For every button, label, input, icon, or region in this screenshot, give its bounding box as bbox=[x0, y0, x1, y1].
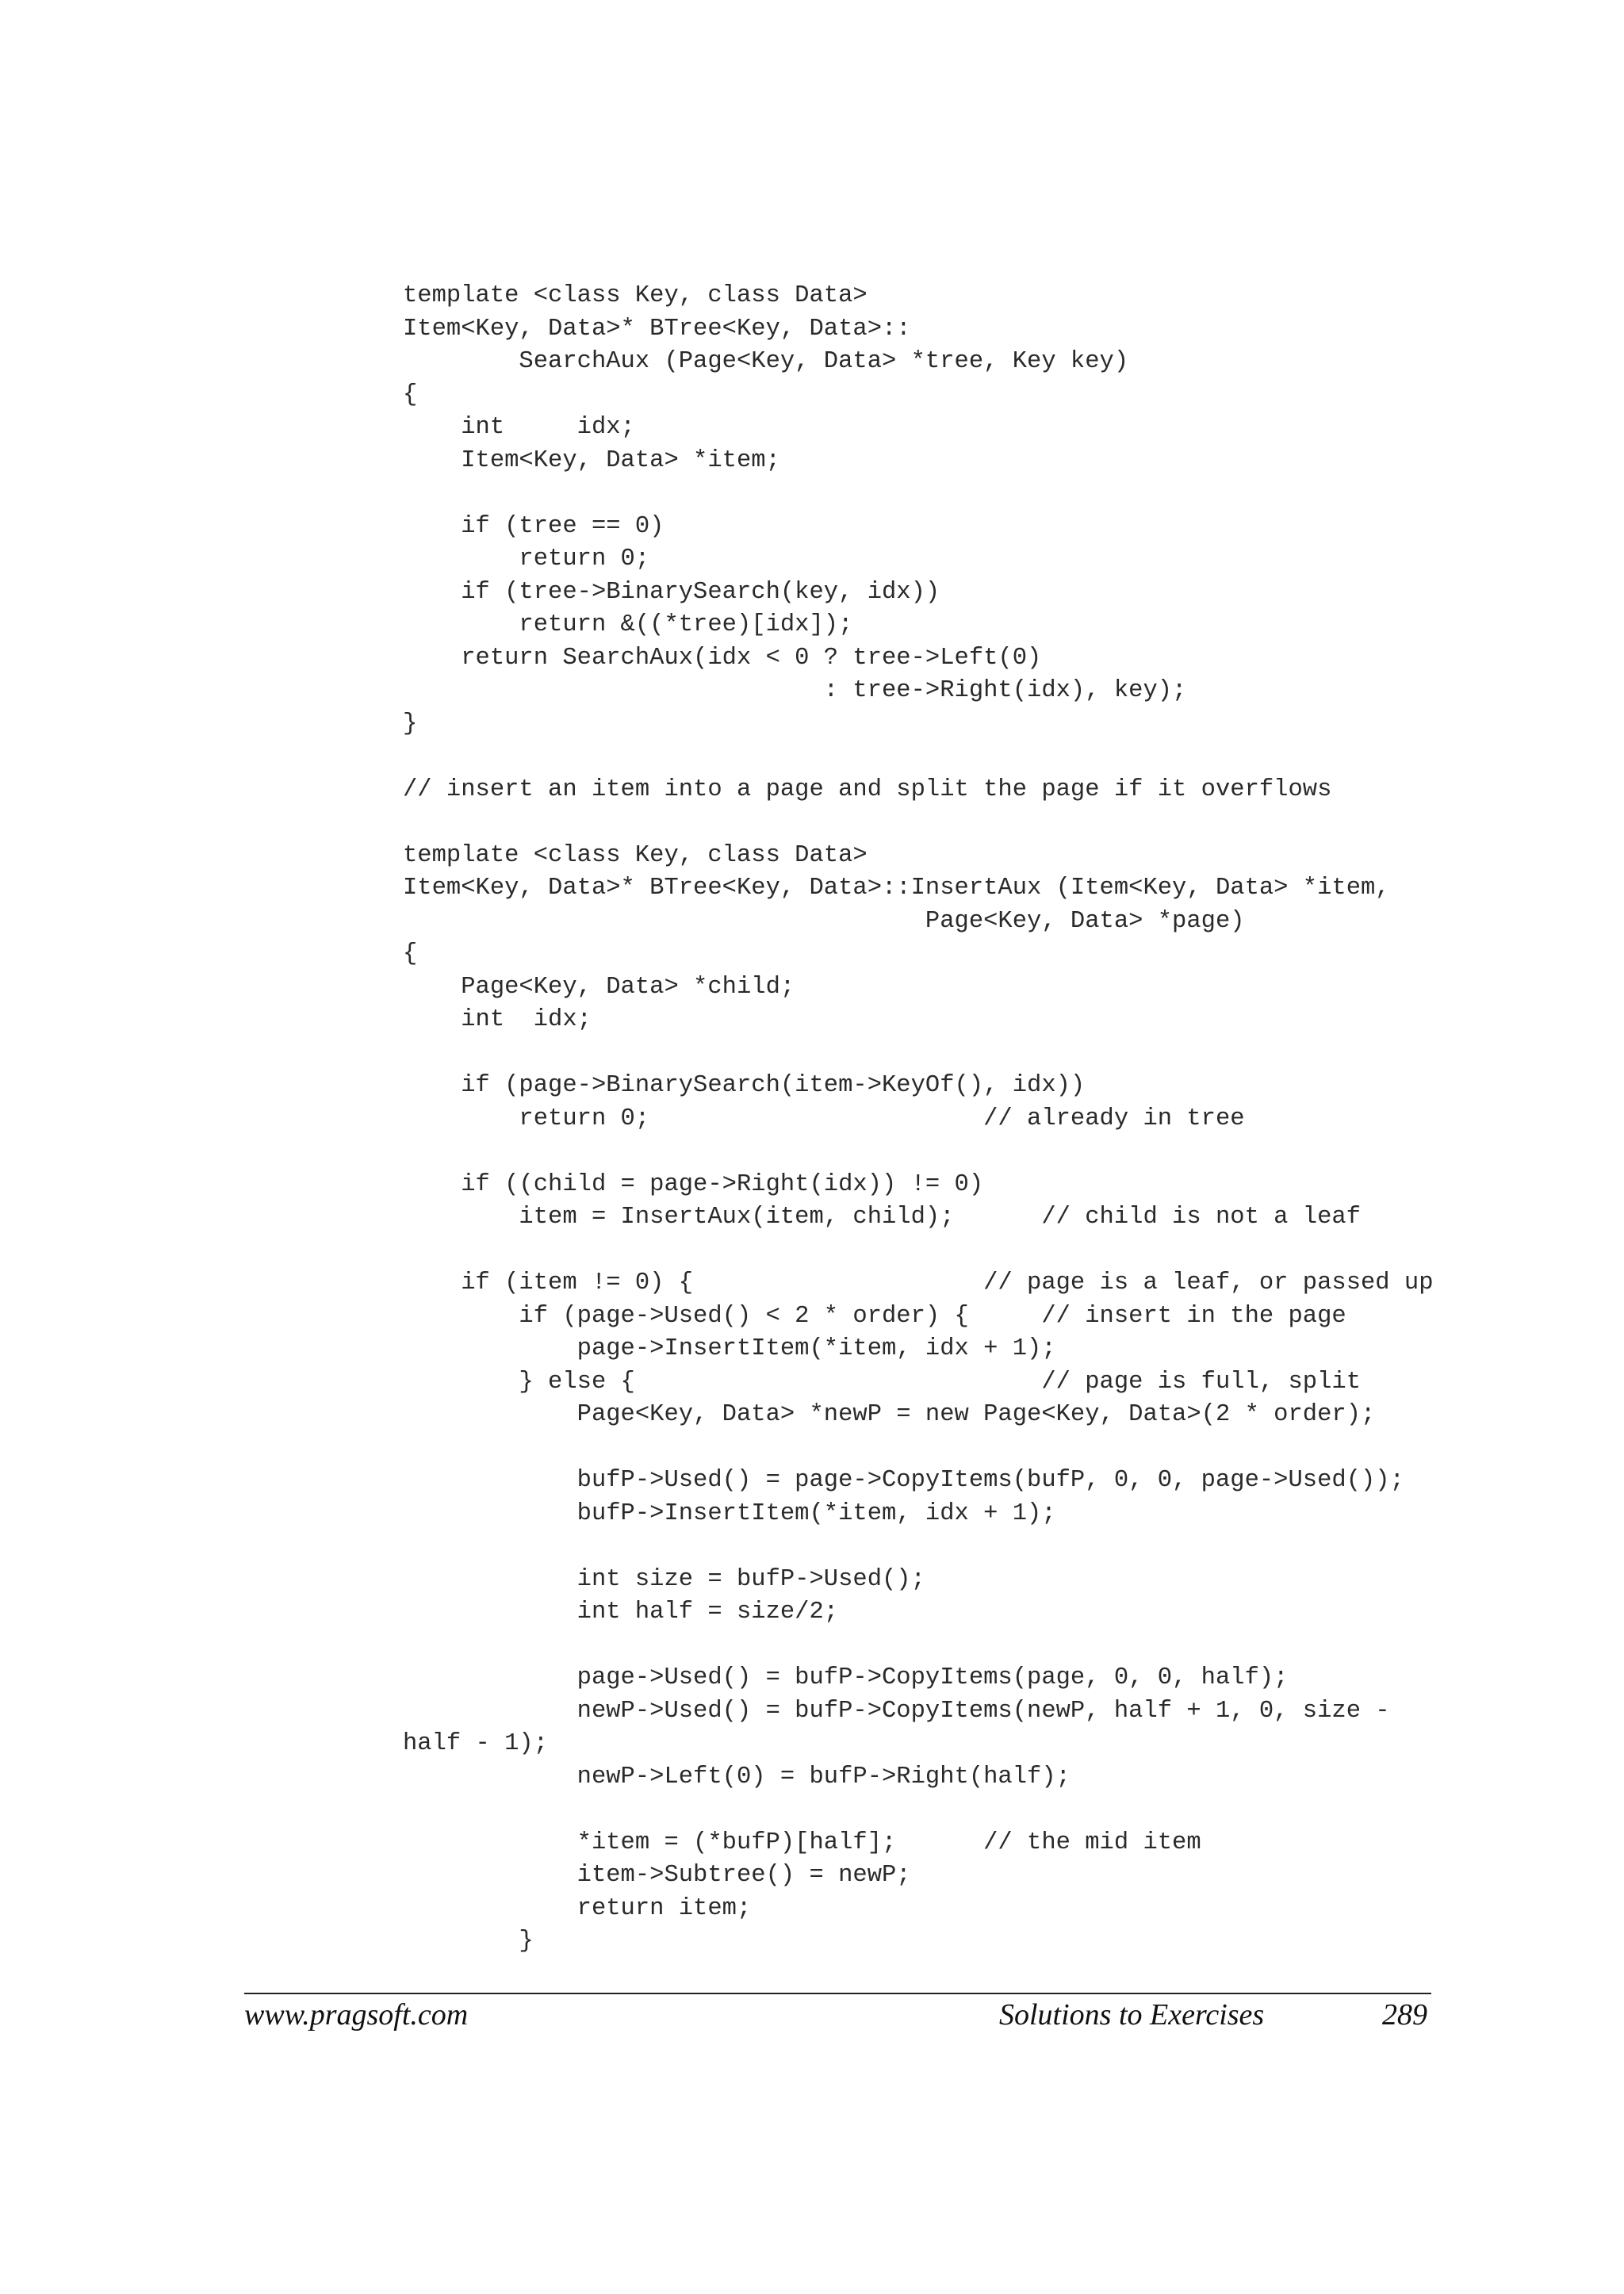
code-line: template <class Key, class Data> bbox=[403, 841, 868, 869]
code-line bbox=[403, 1794, 1529, 1827]
code-line: Page<Key, Data> *page) bbox=[403, 907, 1245, 935]
code-line: newP->Left(0) = bufP->Right(half); bbox=[403, 1763, 1071, 1790]
code-line: int size = bufP->Used(); bbox=[403, 1565, 925, 1593]
code-line bbox=[403, 806, 1529, 840]
code-line: int idx; bbox=[403, 414, 635, 441]
code-line: Item<Key, Data>* BTree<Key, Data>:: bbox=[403, 315, 911, 343]
code-line: // insert an item into a page and split the page if it overflows bbox=[403, 776, 1332, 803]
footer-website: www.pragsoft.com bbox=[244, 1998, 469, 2032]
code-line bbox=[403, 1037, 1529, 1070]
code-line: *item = (*bufP)[half]; // the mid item bbox=[403, 1829, 1201, 1856]
code-line: item->Subtree() = newP; bbox=[403, 1862, 911, 1889]
code-line: return 0; // already in tree bbox=[403, 1105, 1245, 1132]
code-line: } bbox=[403, 1928, 534, 1955]
code-line bbox=[403, 1630, 1529, 1663]
code-line: : tree->Right(idx), key); bbox=[403, 677, 1187, 704]
code-line: return item; bbox=[403, 1894, 752, 1922]
code-line bbox=[403, 741, 1529, 774]
code-line bbox=[403, 477, 1529, 511]
code-line: Page<Key, Data> *child; bbox=[403, 973, 795, 1001]
code-line: page->InsertItem(*item, idx + 1); bbox=[403, 1335, 1056, 1362]
code-line: if (tree->BinarySearch(key, idx)) bbox=[403, 578, 940, 606]
code-line bbox=[403, 1235, 1529, 1268]
code-line: Item<Key, Data> *item; bbox=[403, 446, 780, 474]
code-line bbox=[403, 1136, 1529, 1169]
code-line: return SearchAux(idx < 0 ? tree->Left(0) bbox=[403, 644, 1042, 672]
code-line: bufP->InsertItem(*item, idx + 1); bbox=[403, 1499, 1056, 1527]
code-line: if (tree == 0) bbox=[403, 512, 665, 540]
page-number: 289 bbox=[1382, 1998, 1427, 2032]
code-line: { bbox=[403, 381, 418, 408]
footer-divider bbox=[244, 1993, 1431, 1994]
code-listing bbox=[403, 280, 1529, 1959]
code-line: { bbox=[403, 940, 418, 967]
code-line: Item<Key, Data>* BTree<Key, Data>::InsertAux (Item<Key, Data> *item, bbox=[403, 875, 1390, 902]
footer-section-title: Solutions to Exercises bbox=[999, 1998, 1265, 2032]
code-line: int idx; bbox=[403, 1006, 592, 1033]
code-line: } bbox=[403, 710, 418, 737]
code-line: if (item != 0) { // page is a leaf, or passed up bbox=[403, 1270, 1434, 1296]
code-line: return 0; bbox=[403, 546, 650, 573]
code-line: int half = size/2; bbox=[403, 1599, 839, 1626]
code-line: if (page->Used() < 2 * order) { // insert in the page bbox=[403, 1302, 1346, 1330]
code-line: template <class Key, class Data> bbox=[403, 282, 868, 309]
code-line: if (page->BinarySearch(item->KeyOf(), idx)) bbox=[403, 1072, 1086, 1099]
code-line: return &((*tree)[idx]); bbox=[403, 611, 853, 638]
code-line: Page<Key, Data> *newP = new Page<Key, Data>(2 * order); bbox=[403, 1401, 1376, 1428]
code-line: bufP->Used() = page->CopyItems(bufP, 0, 0, page->Used()); bbox=[403, 1467, 1404, 1494]
code-line: } else { // page is full, split bbox=[403, 1368, 1361, 1396]
code-line bbox=[403, 1530, 1529, 1564]
code-line: page->Used() = bufP->CopyItems(page, 0, 0, half); bbox=[403, 1664, 1289, 1691]
code-line bbox=[403, 1432, 1529, 1465]
code-line: if ((child = page->Right(idx)) != 0) bbox=[403, 1170, 984, 1198]
code-line: SearchAux (Page<Key, Data> *tree, Key key) bbox=[403, 348, 1129, 375]
code-line: half - 1); bbox=[403, 1730, 549, 1757]
code-line: newP->Used() = bufP->CopyItems(newP, half + 1, 0, size - bbox=[403, 1697, 1390, 1725]
code-line: item = InsertAux(item, child); // child is not a leaf bbox=[403, 1204, 1361, 1231]
